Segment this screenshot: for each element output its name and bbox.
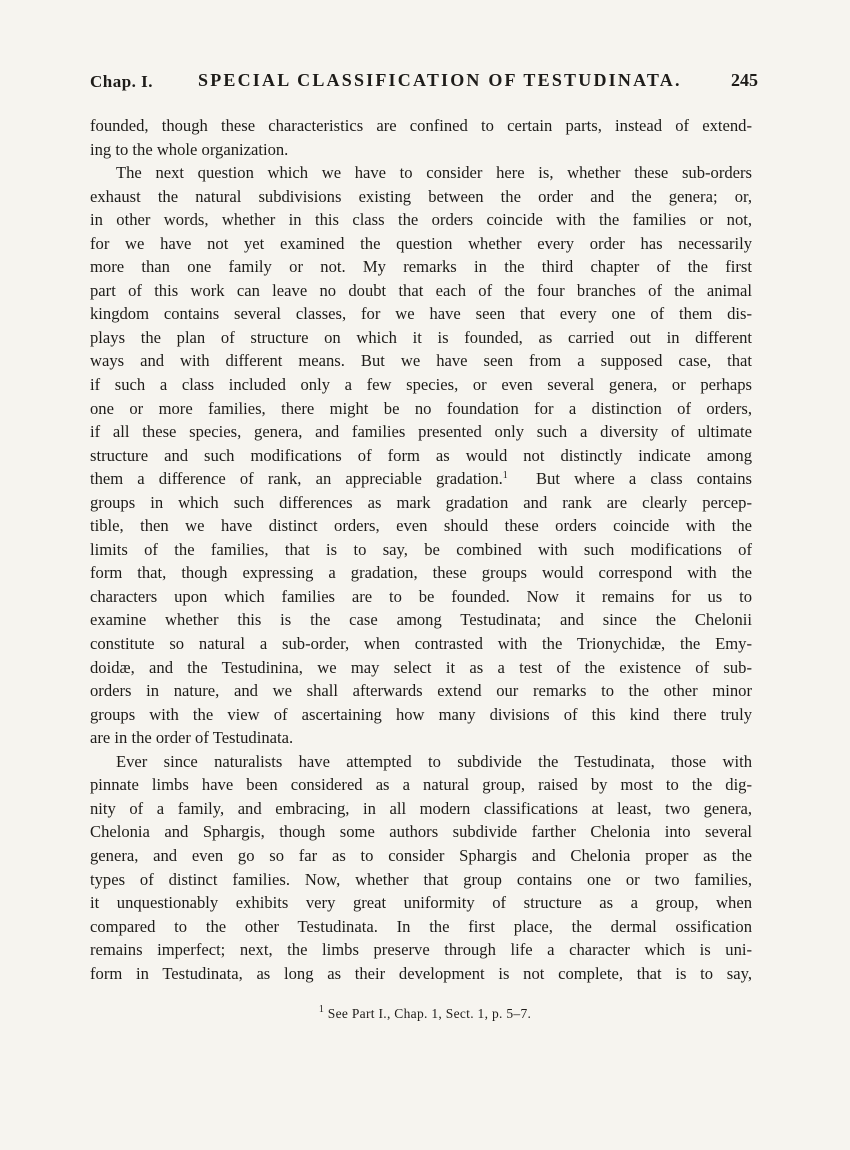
text-line-head: them a difference of rank, an appreciable gradation. (90, 469, 503, 489)
text-line: Chelonia and Sphargis, though some authors subdivide farther Chelonia into several (90, 822, 752, 842)
page-number: 245 (731, 70, 758, 90)
text-line: founded, though these characteristics are confined to certain parts, instead of extend- (90, 116, 752, 135)
text-line: ing to the whole organization. (90, 139, 289, 159)
text-line: remains imperfect; next, the limbs preserve through life a character which is uni- (90, 940, 752, 960)
text-line: tible, then we have distinct orders, even should these orders coincide with the (90, 516, 752, 536)
text-line: form that, though expressing a gradation, these groups would correspond with the (90, 563, 752, 583)
text-line: genera, and even go so far as to consider Sphargis and Chelonia proper as the (90, 845, 752, 865)
text-line: characters upon which families are to be founded. Now it remains for us to (90, 586, 752, 606)
text-line: The next question which we have to consider here is, whether these sub-orders (116, 163, 752, 183)
text-line: exhaust the natural subdivisions existing between the order and the genera; or, (90, 186, 752, 206)
text-line: groups with the view of ascertaining how many divisions of this kind there truly (90, 704, 752, 724)
footnote-marker: 1 (318, 1004, 325, 1015)
text-line-tail: But where a class contains (507, 469, 753, 489)
footnote-text: See Part I., Chap. 1, Sect. 1, p. 5–7. (324, 1006, 532, 1021)
text-line: examine whether this is the case among Testudinata; and since the Chelonii (90, 610, 752, 630)
text-line: if all these species, genera, and families presented only such a diversity of ultimate (90, 422, 752, 442)
footnote-reference: 1 (502, 470, 508, 482)
chapter-label: Chap. I. (90, 72, 154, 91)
text-line: types of distinct families. Now, whether that group contains one or two families, (90, 869, 752, 889)
body-text (90, 114, 752, 985)
running-title: SPECIAL CLASSIFICATION OF TESTUDINATA. (198, 70, 682, 90)
text-line: it unquestionably exhibits very great uniformity of structure as a group, when (90, 893, 752, 913)
text-line: pinnate limbs have been considered as a natural group, raised by most to the dig- (90, 775, 752, 795)
text-line: part of this work can leave no doubt that each of the four branches of the animal (90, 280, 752, 300)
footnote (0, 1006, 850, 1022)
text-line: nity of a family, and embracing, in all modern classifications at least, two genera, (90, 798, 752, 818)
text-line: constitute so natural a sub-order, when contrasted with the Trionychidæ, the Emy- (90, 634, 752, 654)
text-line: groups in which such differences as mark gradation and rank are clearly percep- (90, 492, 752, 512)
text-line-with-footnote (90, 467, 752, 491)
running-head (90, 70, 758, 94)
text-line: doidæ, and the Testudinina, we may select it as a test of the existence of sub- (90, 657, 752, 677)
text-line: kingdom contains several classes, for we have seen that every one of them dis- (90, 304, 752, 324)
text-line: for we have not yet examined the question whether every order has necessarily (90, 233, 752, 253)
text-line: in other words, whether in this class the orders coincide with the families or not, (90, 210, 752, 230)
text-line: structure and such modifications of form as would not distinctly indicate among (90, 445, 752, 465)
text-line: plays the plan of structure on which it is founded, as carried out in different (90, 327, 752, 347)
text-line: limits of the families, that is to say, be combined with such modifications of (90, 539, 752, 559)
text-line: orders in nature, and we shall afterwards extend our remarks to the other minor (90, 681, 752, 701)
text-line: one or more families, there might be no foundation for a distinction of orders, (90, 398, 752, 418)
text-line: if such a class included only a few species, or even several genera, or perhaps (90, 375, 752, 395)
text-line: form in Testudinata, as long as their development is not complete, that is to say, (90, 963, 752, 983)
text-line: more than one family or not. My remarks in the third chapter of the first (90, 257, 752, 277)
text-line: are in the order of Testudinata. (90, 728, 294, 748)
text-line: Ever since naturalists have attempted to subdivide the Testudinata, those with (116, 751, 752, 771)
text-line: ways and with different means. But we have seen from a supposed case, that (90, 351, 752, 371)
text-line: compared to the other Testudinata. In the first place, the dermal ossification (90, 916, 752, 936)
